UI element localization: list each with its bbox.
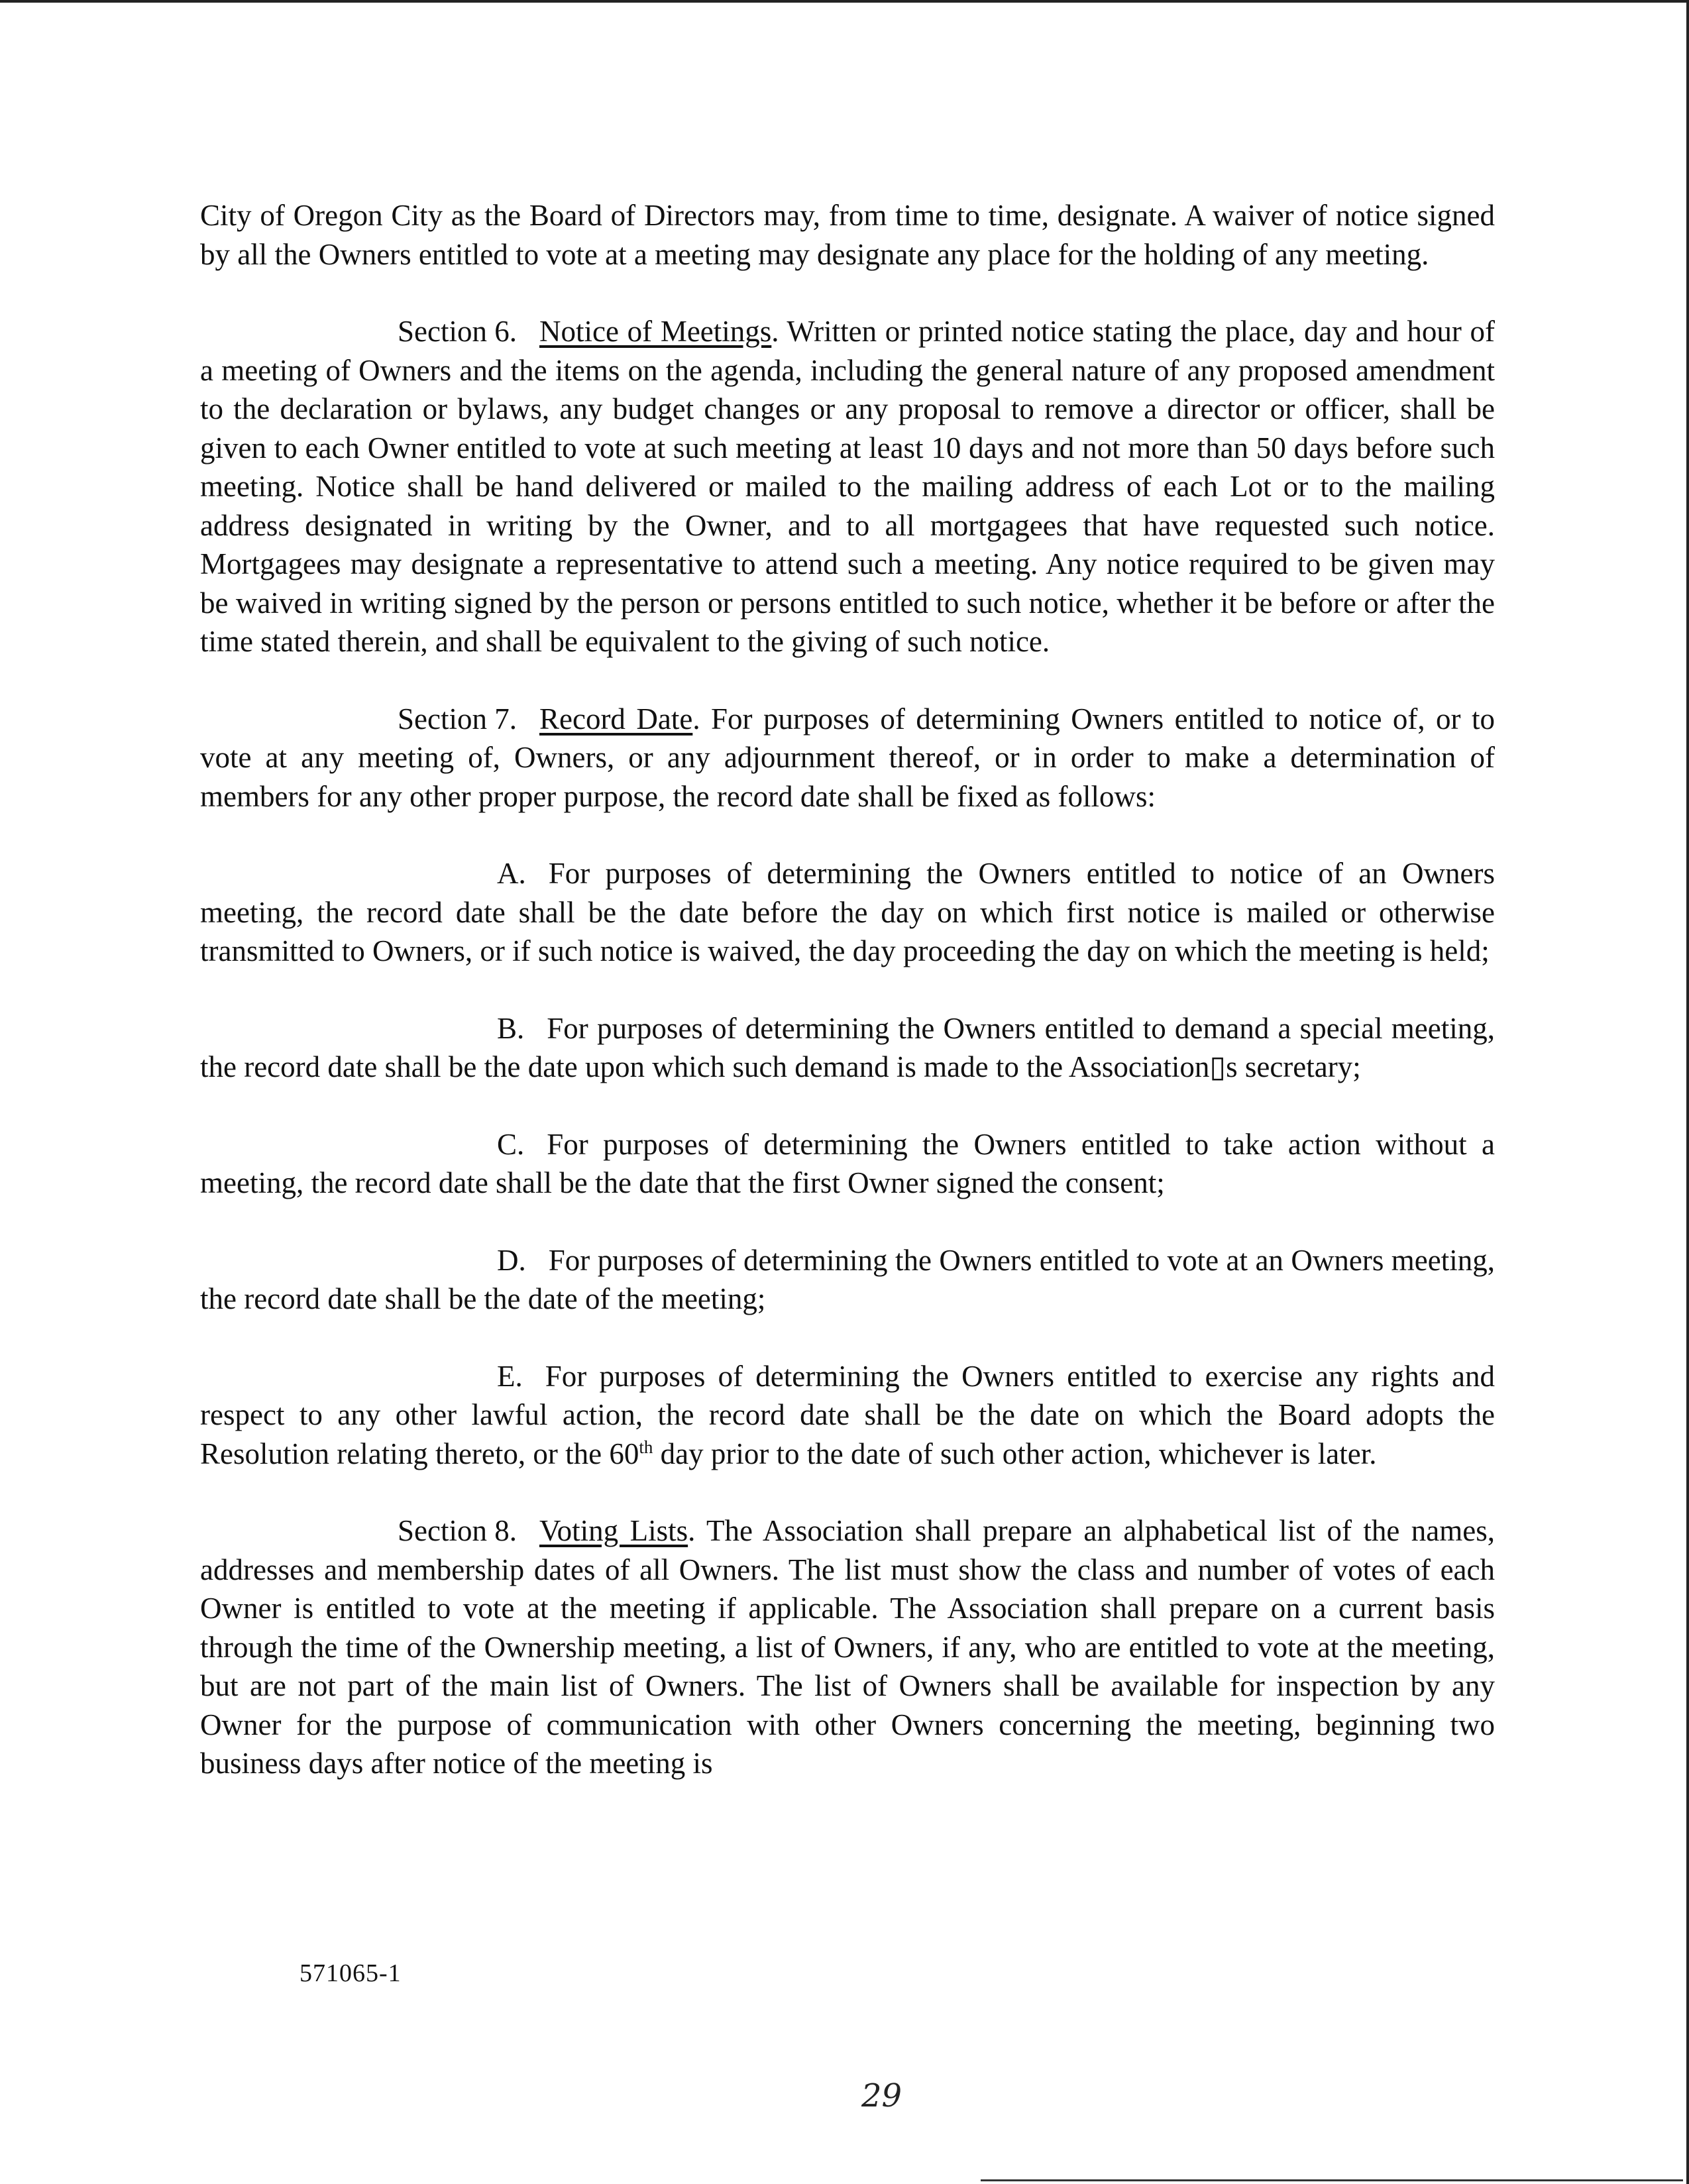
section-7-item-d (200, 1241, 1495, 1319)
section-7 (200, 700, 1495, 816)
section-7-item-c (200, 1125, 1495, 1203)
section-7-item-e (200, 1357, 1495, 1474)
item-e-letter: E. (497, 1359, 523, 1393)
section-8 (200, 1511, 1495, 1783)
intro-paragraph (200, 196, 1495, 274)
page-border-right (1686, 0, 1689, 2184)
document-body (200, 196, 1495, 1783)
item-e-superscript: th (639, 1437, 653, 1457)
section-7-item-a (200, 854, 1495, 971)
section-7-text: . For purposes of determining Owners entitled to notice of, or to vote at any meeting of, Owners, or any adjournment thereof, or in order to make a determination of members for any other proper purpose, the record date shall be fixed as follows: (200, 702, 1495, 813)
section-8-text: . The Association shall prepare an alphabetical list of the names, addresses and membership dates of all Owners. The list must show the class and number of votes of each Owner is entitled to vote at the meeting if applicable. The Association shall prepare on a current basis through the time of the Ownership meeting, a list of Owners, if any, who are entitled to vote at the meeting, but are not part of the main list of Owners. The list of Owners shall be available for inspection by any Owner for the purpose of communication with other Owners concerning the meeting, beginning two business days after notice of the meeting is (200, 1514, 1496, 1780)
section-6-title: Notice of Meetings (539, 315, 772, 348)
item-c-letter: C. (497, 1127, 525, 1161)
handwritten-page-number: 29 (861, 2077, 902, 2114)
item-b-text: For purposes of determining the Owners entitled to demand a special meeting, the record date shall be the date upon which such demand is made to the Association▯s secretary; (200, 1011, 1495, 1083)
section-8-number: Section 8. (398, 1514, 517, 1547)
item-b-letter: B. (497, 1011, 525, 1045)
item-a-letter: A. (497, 857, 526, 890)
intro-paragraph-text: City of Oregon City as the Board of Directors may, from time to time, designate. A waiver of notice signed by all the Owners entitled to vote at a meeting may designate any place for the holding of any meeting. (200, 199, 1495, 271)
section-8-title: Voting Lists (539, 1514, 688, 1547)
section-6-text: . Written or printed notice stating the place, day and hour of a meeting of Owners and the items on the agenda, including the general nature of any proposed amendment to the declaration or bylaws, any budget changes or any proposal to remove a director or officer, shall be given to each Owner entitled to vote at such meeting at least 10 days and not more than 50 days before such meeting. Notice shall be hand delivered or mailed to the mailing address of each Lot or to the mailing address designated in writing by the Owner, and to all mortgagees that have requested such notice. Mortgagees may designate a representative to attend such a meeting. Any notice required to be given may be waived in writing signed by the person or persons entitled to such notice, whether it be before or after the time stated therein, and shall be equivalent to the giving of such notice. (200, 315, 1495, 658)
section-7-title: Record Date (539, 702, 693, 736)
item-d-text: For purposes of determining the Owners entitled to vote at an Owners meeting, the record date shall be the date of the meeting; (200, 1243, 1495, 1315)
item-e-text-after: day prior to the date of such other action, whichever is later. (653, 1437, 1377, 1470)
document-id: 571065-1 (300, 1959, 402, 1987)
section-6-number: Section 6. (398, 315, 517, 348)
item-d-letter: D. (497, 1243, 526, 1277)
item-c-text: For purposes of determining the Owners entitled to take action without a meeting, the record date shall be the date that the first Owner signed the consent; (200, 1127, 1495, 1199)
item-a-text: For purposes of determining the Owners entitled to notice of an Owners meeting, the record date shall be the date before the day on which first notice is mailed or otherwise transmitted to Owners, or if such notice is waived, the day proceeding the day on which the meeting is held; (200, 857, 1495, 967)
page-border-top (0, 0, 1689, 3)
section-6 (200, 312, 1495, 661)
page-border-bottom (981, 2179, 1683, 2181)
section-7-number: Section 7. (398, 702, 517, 736)
item-e-text-before: For purposes of determining the Owners entitled to exercise any rights and respect to any other lawful action, the record date shall be the date on which the Board adopts the Resolution relating thereto, or the 60 (200, 1359, 1495, 1470)
section-7-item-b (200, 1009, 1495, 1087)
